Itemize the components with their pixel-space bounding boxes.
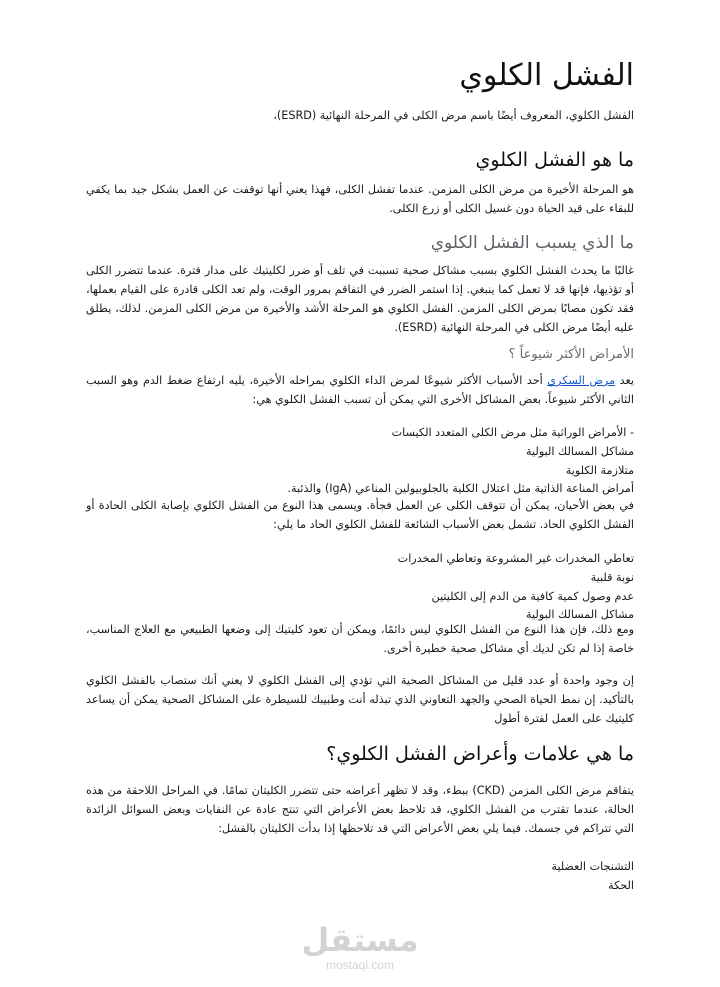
intro-text: الفشل الكلوي، المعروف أيضًا باسم مرض الكلى في المرحلة النهائية (ESRD)،: [273, 109, 634, 122]
watermark-url: mostaql.com: [325, 958, 395, 972]
watermark-logo: مستقل: [301, 921, 419, 959]
list-item: - الأمراض الوراثية مثل مرض الكلى المتعدد الكيسات: [391, 426, 634, 439]
list-item: متلازمة الكلوية: [565, 464, 634, 477]
section-body-causes: غالبًا ما يحدث الفشل الكلوي بسبب مشاكل صحية تسببت في تلف أو ضرر لكليتيك على مدار فترة. عندما تتضرر الكلى أو تؤذيها، فإنها قد لا تعمل كما ينبغي. إذا استمر الضرر في التفاقم بمرور الوقت، ولم تعد الكلى قادرة على القيام بعملها، فقد تكون مصابًا بمرض الكلى المزمن. الفشل الكلوي هو المرحلة الأشد والأخيرة من مرض الكلى المزمن. لذلك، يطلق عليه أيضًا مرض الكلى في المرحلة النهائية (ESRD).: [86, 264, 634, 334]
note-text: ومع ذلك، فإن هذا النوع من الفشل الكلوي ليس دائمًا، ويمكن أن تعود كليتيك إلى وضعها الطبيعي مع العلاج المناسب، خاصة إذا لم تكن لديك أي مشاكل صحية خطيرة أخرى.: [86, 623, 634, 655]
body-prefix: يعد: [615, 374, 634, 387]
list-item: عدم وصول كمية كافية من الدم إلى الكليتين: [431, 590, 634, 603]
list-item: مشاكل المسالك البولية: [526, 608, 634, 621]
closing-text: إن وجود واحدة أو عدد قليل من المشاكل الصحية التي تؤدي إلى الفشل الكلوي لا يعني أنك ستصاب بالفشل الكلوي بالتأكيد. إن نمط الحياة الصحي والجهد التعاوني الذي تبذله أنت وطبيبك للسيطرة على المشاكل الصحية يمكن أن يساعد كليتيك على العمل لفترة أطول: [86, 674, 634, 725]
acute-failure-text: في بعض الأحيان، يمكن أن تتوقف الكلى عن العمل فجأة. ويسمى هذا النوع من الفشل الكلوي بإصابة الكلى الحادة أو الفشل الكلوي الحاد. تشمل بعض الأسباب الشائعة للفشل الكلوي الحاد ما يلي:: [86, 499, 634, 531]
list-item: تعاطي المخدرات غير المشروعة وتعاطي المخدرات: [397, 552, 634, 565]
list-item: التشنجات العضلية: [551, 860, 634, 873]
section-body-what-is: هو المرحلة الأخيرة من مرض الكلى المزمن. عندما تفشل الكلى، فهذا يعني أنها توقفت عن العمل بشكل جيد بما يكفي للبقاء على قيد الحياة دون غسيل الكلى أو زرع الكلى.: [86, 183, 634, 215]
section-heading-common-diseases: الأمراض الأكثر شيوعاً ؟: [508, 347, 634, 362]
list-item: أمراض المناعة الذاتية مثل اعتلال الكلية بالجلوبيولين المناعي (IgA) والذئبة.: [287, 482, 634, 495]
list-item: مشاكل المسالك البولية: [526, 445, 634, 458]
body-suffix: أحد الأسباب الأكثر شيوعًا لمرض الداء الكلوي بمراحله الأخيرة، يليه ارتفاع ضغط الدم وهو السبب الثاني الأكثر شيوعاً. بعض المشاكل الأخرى التي يمكن أن تسبب الفشل الكلوي هي:: [86, 374, 634, 406]
section-heading-symptoms: ما هي علامات وأعراض الفشل الكلوي؟: [326, 743, 634, 765]
list-item: الحكة: [608, 879, 634, 892]
section-body-common-diseases: [86, 371, 634, 409]
section-body-symptoms: يتفاقم مرض الكلى المزمن (CKD) ببطء، وقد لا تظهر أعراضه حتى تتضرر الكليتان تمامًا. في المراحل اللاحقة من هذه الحالة، عندما تقترب من الفشل الكلوي، قد تلاحظ بعض الأعراض التي تنتج عادة عن النفايات وبعض السوائل الزائدة التي تتراكم في جسمك. فيما يلي بعض الأعراض التي قد تلاحظها إذا بدأت الكليتان بالفشل:: [86, 784, 634, 835]
page-title: الفشل الكلوي: [459, 58, 634, 93]
list-item: نوبة قلبية: [590, 571, 634, 584]
section-heading-causes: ما الذي يسبب الفشل الكلوي: [430, 233, 634, 253]
section-heading-what-is: ما هو الفشل الكلوي: [475, 149, 634, 171]
diabetes-link[interactable]: مرض السكري: [547, 374, 616, 387]
watermark: [0, 922, 720, 972]
